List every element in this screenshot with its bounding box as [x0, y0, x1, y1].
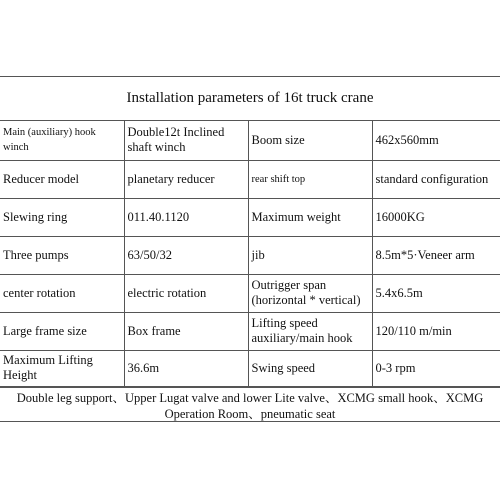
param-value: standard configuration [372, 160, 500, 198]
param-value: 16000KG [372, 198, 500, 236]
param-value: electric rotation [124, 274, 248, 312]
param-label: Maximum weight [248, 198, 372, 236]
param-label: Outrigger span (horizontal * vertical) [248, 274, 372, 312]
parameters-table-body [0, 121, 500, 386]
table-row [0, 274, 500, 312]
param-label: Reducer model [0, 160, 124, 198]
param-label: Main (auxiliary) hook winch [0, 121, 124, 160]
param-value: 36.6m [124, 350, 248, 386]
table-row [0, 236, 500, 274]
param-value: Double12t Inclined shaft winch [124, 121, 248, 160]
param-label: Slewing ring [0, 198, 124, 236]
param-label: Maximum Lifting Height [0, 350, 124, 386]
table-title: Installation parameters of 16t truck crane [0, 77, 500, 121]
table-footer-note: Double leg support、Upper Lugat valve and lower Lite valve、XCMG small hook、XCMG Operation Room、pneumatic seat [0, 387, 500, 425]
table-row [0, 312, 500, 350]
param-value: 120/110 m/min [372, 312, 500, 350]
table-row [0, 160, 500, 198]
param-label: rear shift top [248, 160, 372, 198]
param-value: 0-3 rpm [372, 350, 500, 386]
param-label: jib [248, 236, 372, 274]
table-row [0, 350, 500, 386]
param-value: 011.40.1120 [124, 198, 248, 236]
table-row [0, 121, 500, 160]
param-label: Swing speed [248, 350, 372, 386]
param-label: Three pumps [0, 236, 124, 274]
param-value: 5.4x6.5m [372, 274, 500, 312]
param-label: Large frame size [0, 312, 124, 350]
param-value: planetary reducer [124, 160, 248, 198]
param-value: 8.5m*5·Veneer arm [372, 236, 500, 274]
param-value: 462x560mm [372, 121, 500, 160]
param-label: Boom size [248, 121, 372, 160]
param-label: center rotation [0, 274, 124, 312]
table-row [0, 198, 500, 236]
parameters-table [0, 121, 500, 387]
param-value: Box frame [124, 312, 248, 350]
param-value: 63/50/32 [124, 236, 248, 274]
param-label: Lifting speed auxiliary/main hook [248, 312, 372, 350]
parameter-sheet [0, 76, 500, 422]
